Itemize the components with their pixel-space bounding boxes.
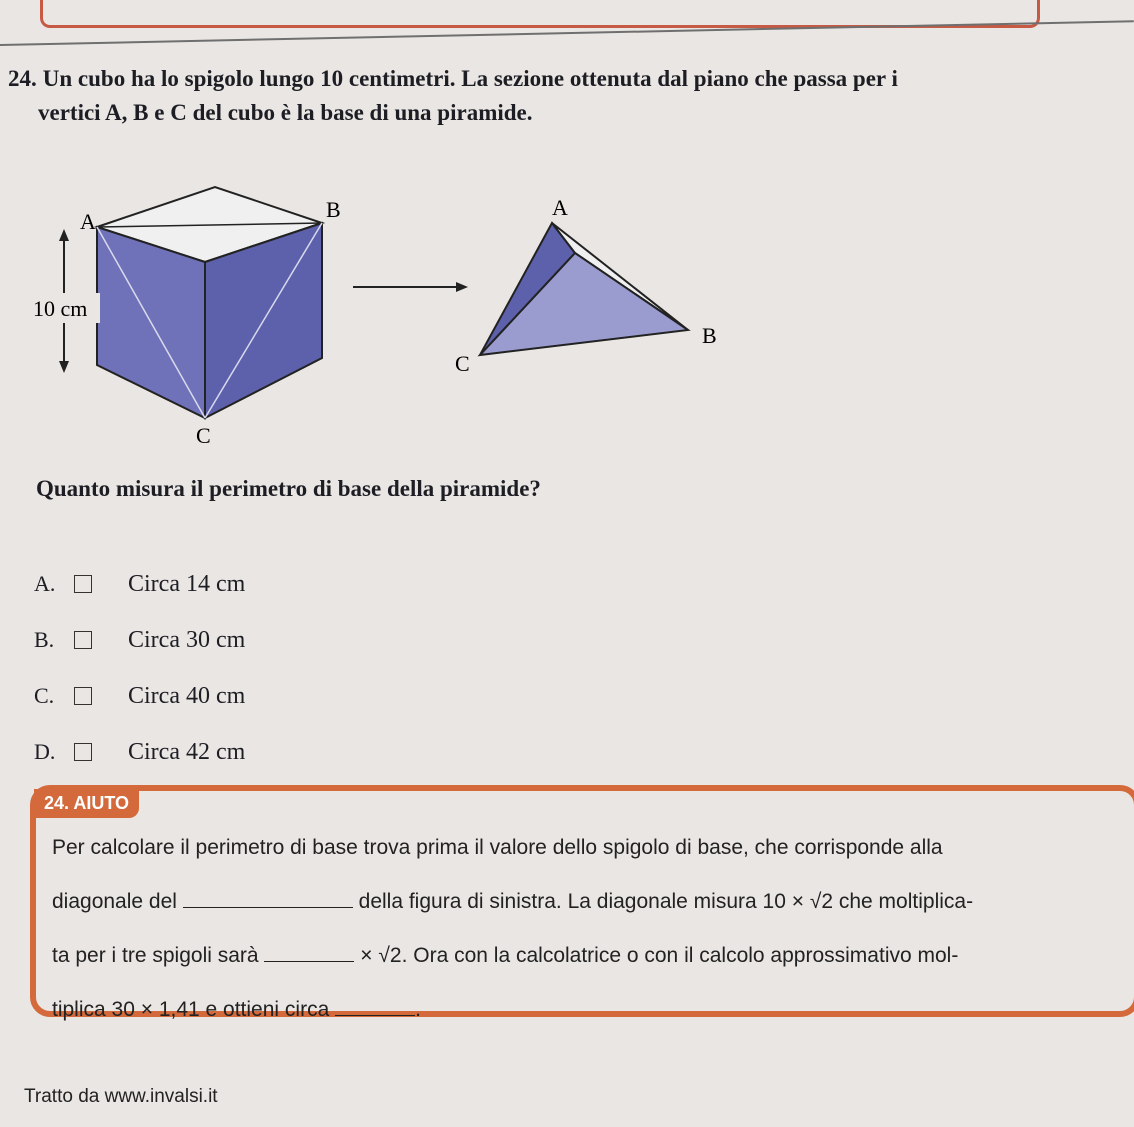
help-box <box>30 785 1134 1021</box>
pyramid-vertex-b: B <box>702 323 717 348</box>
help-line-2 <box>52 875 1118 929</box>
option-text: Circa 14 cm <box>128 570 246 597</box>
option-text: Circa 42 cm <box>128 738 246 765</box>
checkbox-icon[interactable] <box>74 631 92 649</box>
option-text: Circa 30 cm <box>128 626 246 653</box>
help-line-4a: tiplica 30 × 1,41 e ottieni circa <box>52 998 330 1021</box>
help-line-3 <box>52 929 1118 983</box>
cube-vertex-c: C <box>196 423 211 448</box>
fill-blank-2[interactable] <box>264 941 354 962</box>
option-text: Circa 40 cm <box>128 682 246 709</box>
cube-drawing <box>30 187 341 448</box>
question-line-1: Un cubo ha lo spigolo lungo 10 centimetri. La sezione ottenuta dal piano che passa per i <box>42 66 898 91</box>
option-letter: D. <box>34 739 56 764</box>
option-c[interactable] <box>34 668 245 724</box>
option-a[interactable] <box>34 556 245 612</box>
dimension-arrow-down <box>59 361 69 373</box>
source-credit: Tratto da www.invalsi.it <box>24 1086 218 1107</box>
option-b[interactable] <box>34 612 245 668</box>
option-letter: A. <box>34 571 56 596</box>
edge-length-label: 10 cm <box>33 296 88 321</box>
help-line-3b: × √2. Ora con la calcolatrice o con il calcolo approssimativo mol- <box>360 944 959 967</box>
help-line-4 <box>52 983 1118 1037</box>
help-line-2a: diagonale del <box>52 890 177 913</box>
cube-vertex-b: B <box>326 197 341 222</box>
fill-blank-1[interactable] <box>183 887 353 908</box>
fill-blank-3[interactable] <box>335 995 415 1016</box>
pyramid-vertex-c: C <box>455 351 470 376</box>
help-tag: 24. AIUTO <box>34 789 139 818</box>
question-prompt: Quanto misura il perimetro di base della piramide? <box>36 476 541 501</box>
cube-vertex-a: A <box>80 209 96 234</box>
pyramid-drawing <box>455 195 717 376</box>
checkbox-icon[interactable] <box>74 687 92 705</box>
arrow-to-pyramid <box>353 282 468 292</box>
question-number: 24. <box>8 66 37 91</box>
pyramid-vertex-a: A <box>552 195 568 220</box>
help-line-3a: ta per i tre spigoli sarà <box>52 944 259 967</box>
checkbox-icon[interactable] <box>74 743 92 761</box>
help-line-2b: della figura di sinistra. La diagonale misura 10 × √2 che moltiplica- <box>358 890 974 913</box>
option-letter: B. <box>34 627 55 652</box>
dimension-arrow-up <box>59 229 69 241</box>
checkbox-icon[interactable] <box>74 575 92 593</box>
question-line-2: vertici A, B e C del cubo è la base di una piramide. <box>38 100 533 125</box>
answer-options <box>34 556 245 780</box>
cube-pyramid-figure <box>0 175 760 465</box>
option-letter: C. <box>34 683 55 708</box>
question-text <box>8 62 1088 130</box>
option-d[interactable] <box>34 724 245 780</box>
help-body <box>52 821 1118 1037</box>
help-line-1: Per calcolare il perimetro di base trova prima il valore dello spigolo di base, che corrisponde alla <box>52 836 943 859</box>
top-border-decoration <box>40 0 1040 28</box>
help-line-4b: . <box>415 998 421 1021</box>
